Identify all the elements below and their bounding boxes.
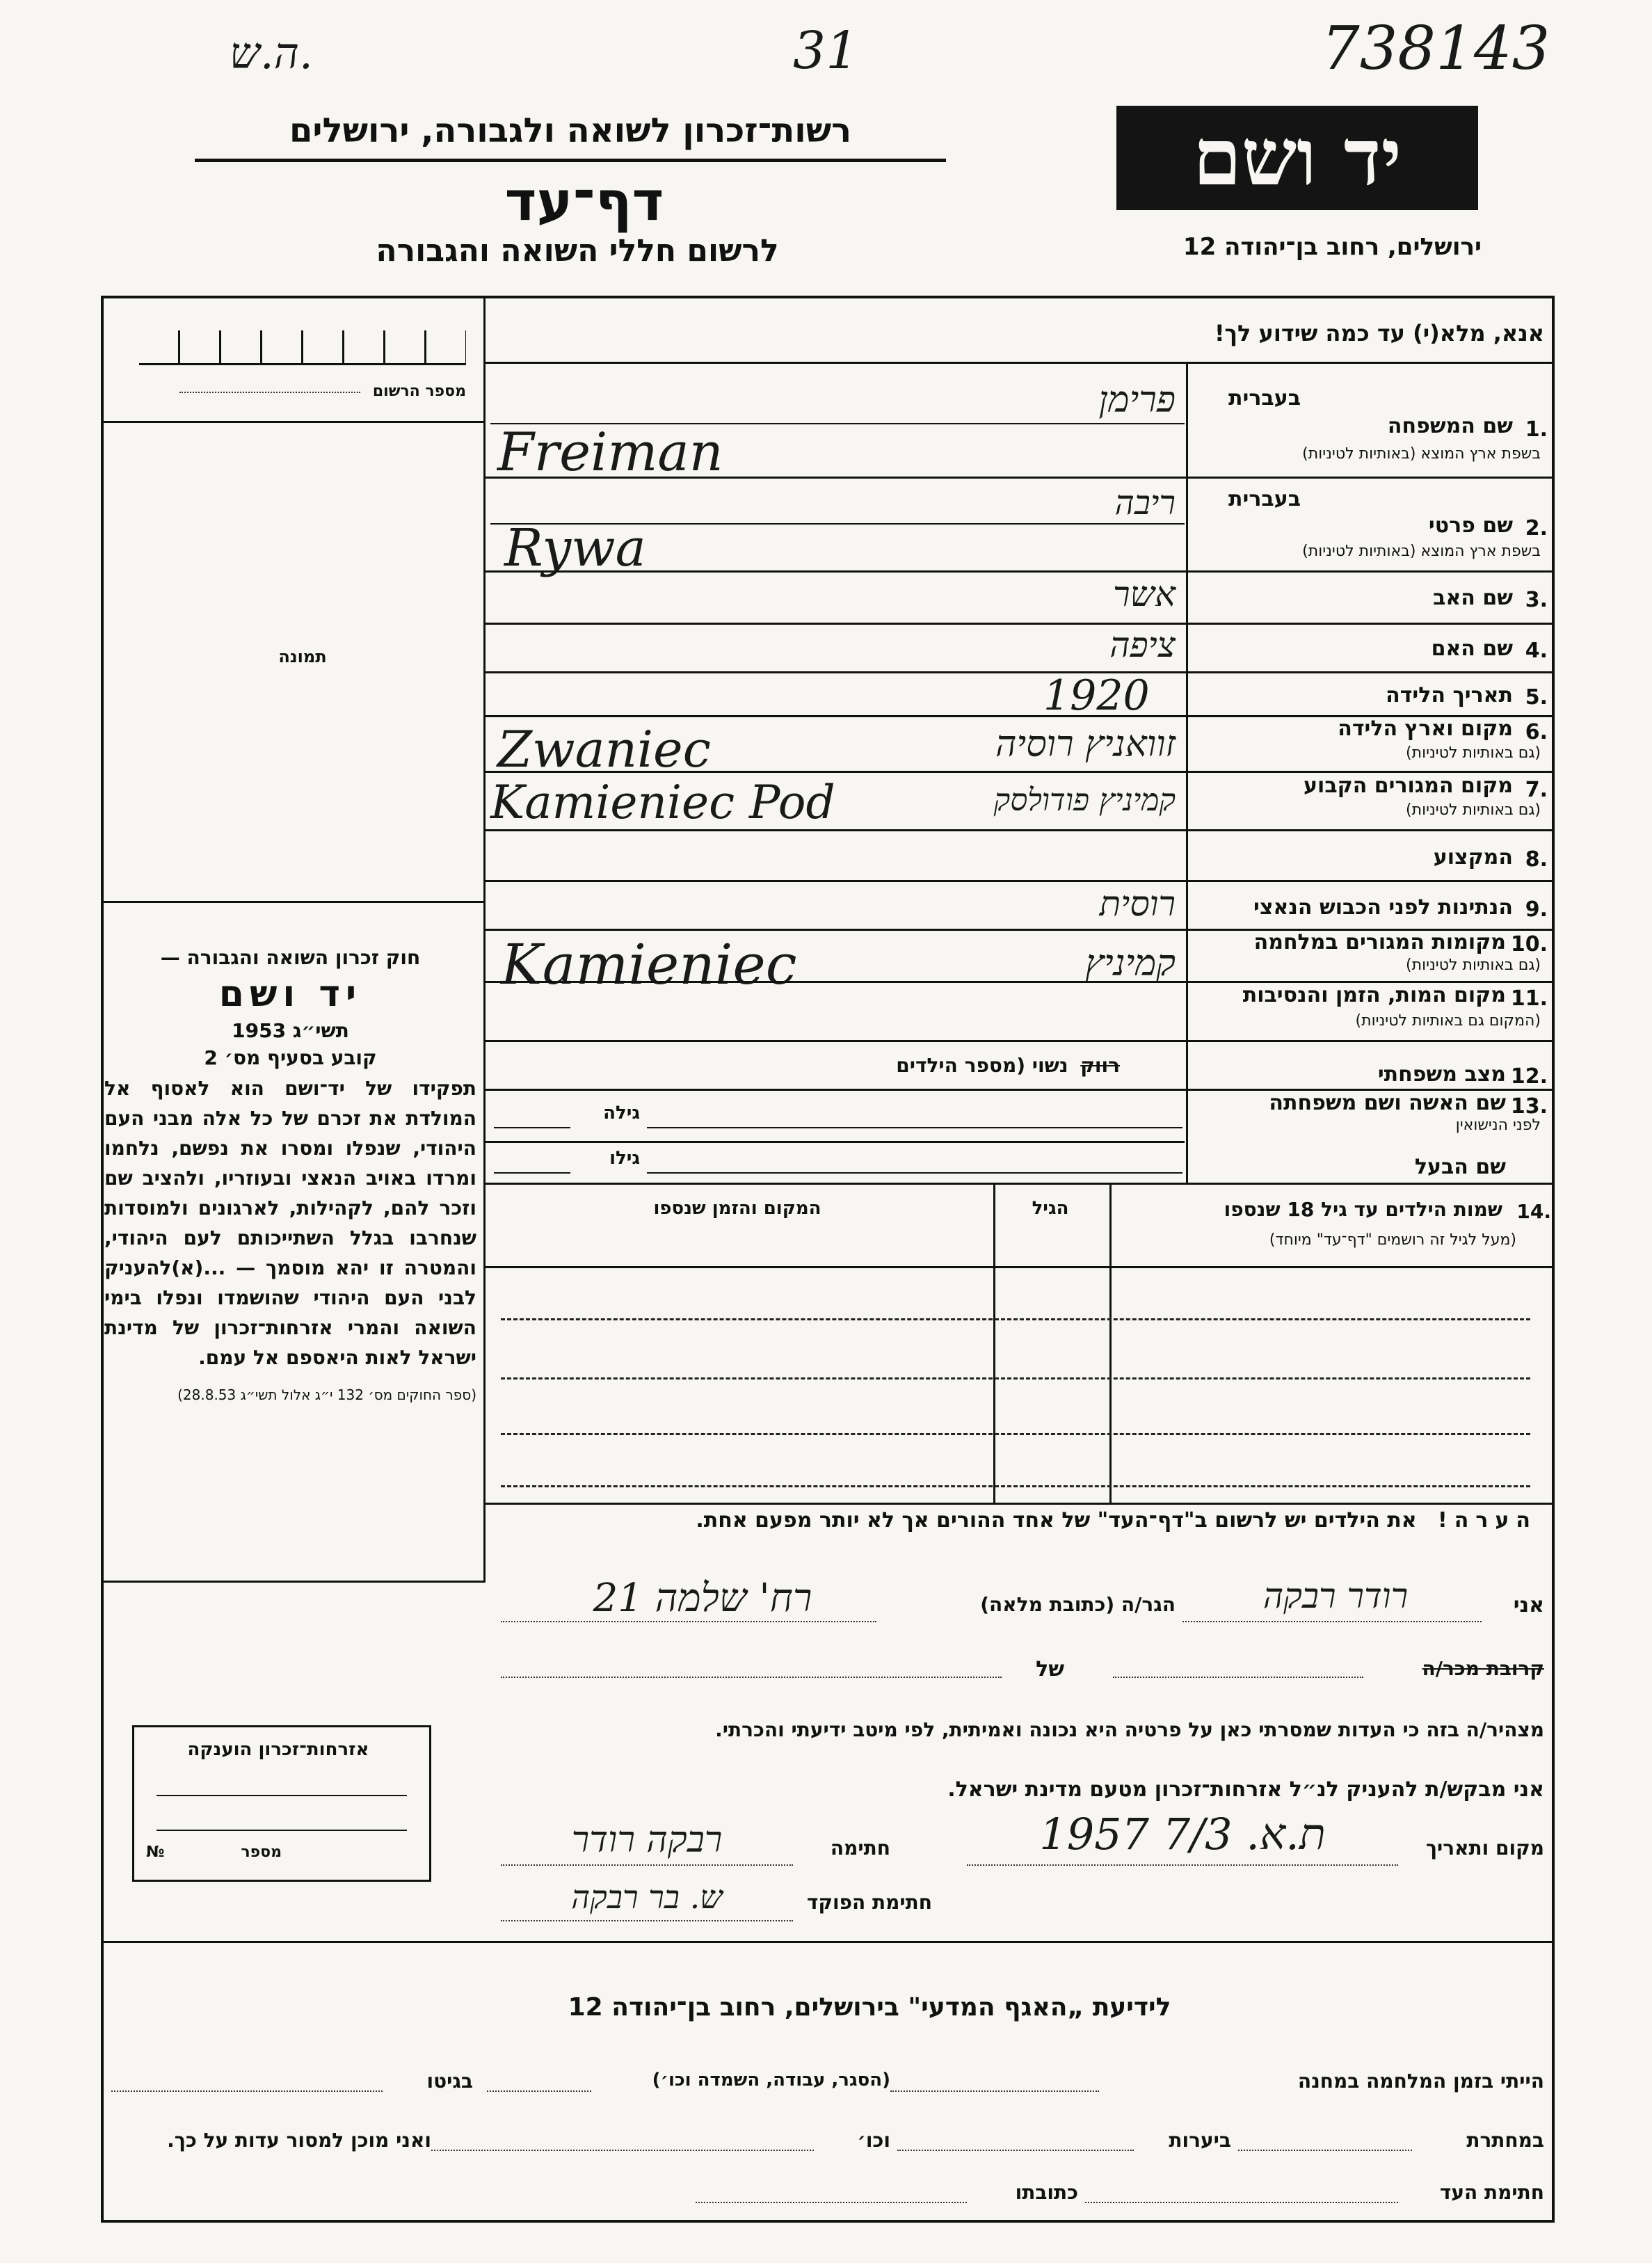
note xyxy=(494,1508,1537,1533)
field-8-bottom xyxy=(486,880,1555,882)
field-9-value[interactable]: רוסית xyxy=(1099,883,1176,924)
decl-statement: מצהיר/ה בזה כי העדות שמסרתי כאן על פרטיה היא נכונה ואמיתית, לפי מיטב ידיעתי והכרתי. xyxy=(715,1718,1544,1741)
field-9-label: הנתינות לפני הכבוש הנאצי xyxy=(1253,895,1513,920)
decl-place-date-label: מקום ותאריך xyxy=(1425,1837,1544,1860)
note-label: הערה! xyxy=(1438,1508,1537,1533)
children-col-age: הגיל xyxy=(1032,1198,1069,1219)
field-husband-age-line xyxy=(494,1172,570,1174)
field-13-line xyxy=(647,1127,1182,1128)
field-1-latin-value[interactable]: Freiman xyxy=(497,421,723,483)
sidebar-right-border xyxy=(483,296,486,1583)
children-row-line-2 xyxy=(501,1377,1530,1380)
footer-line1-c: בגיטו xyxy=(426,2070,473,2093)
field-12-married[interactable]: נשוי (מספר הילדים xyxy=(896,1054,1068,1077)
field-8-num: 8. xyxy=(1525,847,1548,872)
field-10-latin-value[interactable]: Kamieniec xyxy=(501,932,797,997)
footer-line1-a: הייתי בזמן המלחמה במחנה xyxy=(1297,2070,1544,2093)
decl-relation-label xyxy=(1363,1657,1544,1680)
field-2-bottom xyxy=(486,570,1555,573)
children-divider-1 xyxy=(1109,1183,1112,1503)
footer-line3-dots-2 xyxy=(696,2202,967,2203)
field-10-sub: (גם באותיות לטיניות) xyxy=(1406,957,1541,974)
field-7-bottom xyxy=(486,829,1555,831)
decl-signature-line xyxy=(501,1864,793,1866)
law-text-block xyxy=(104,946,476,1407)
law-source: (ספר החוקים מס׳ 132 י״ג אלול תשי״ג 28.8.53) xyxy=(177,1386,476,1403)
field-husband-bottom xyxy=(486,1183,1555,1185)
field-3-label: שם האב xyxy=(1433,586,1513,610)
form-subtitle: לרשום חללי השואה והגבורה xyxy=(376,233,779,269)
footer-line1-dots-1 xyxy=(890,2090,1099,2092)
decl-address-value[interactable]: רח' שלמה 21 xyxy=(593,1576,812,1621)
footer-line3-a: חתימת העד xyxy=(1439,2181,1544,2204)
footer-line2-dots-2 xyxy=(897,2150,1134,2151)
field-13-bottom xyxy=(486,1141,1185,1143)
field-11-sub: (המקום גם באותיות לטיניות) xyxy=(1355,1012,1541,1030)
decl-i-line xyxy=(1182,1621,1482,1622)
field-11-num: 11. xyxy=(1510,986,1548,1011)
org-line: רשות־זכרון לשואה ולגבורה, ירושלים xyxy=(289,111,852,150)
field-10-num: 10. xyxy=(1510,932,1548,957)
children-divider-2 xyxy=(993,1183,995,1503)
field-12-value xyxy=(730,1054,1120,1077)
citizenship-number-mark: № xyxy=(146,1844,165,1861)
field-13-sub: לפני הנישואין xyxy=(1455,1117,1541,1134)
footer-line3-b: כתובתו xyxy=(1015,2181,1078,2204)
field-1-sub: בשפת ארץ המוצא (באותיות לטיניות) xyxy=(1302,445,1541,463)
serial-label-text: מספר הרשום xyxy=(372,383,466,400)
decl-signature-label: חתימה xyxy=(830,1837,890,1860)
decl-address-label: הגר/ה (כתובת מלאה) xyxy=(980,1593,1176,1616)
decl-i-value[interactable]: רודר רבקה xyxy=(1262,1576,1409,1616)
citizenship-line-1 xyxy=(157,1795,407,1796)
footer-line1-b: (הסגר, עבודה, השמדה וכו׳) xyxy=(652,2070,890,2090)
field-7-value[interactable]: קמיניץ פודולסק xyxy=(993,783,1176,818)
serial-line xyxy=(179,392,360,393)
children-sub: (מעל לגיל זה רושמים "דף־עד" מיוחד) xyxy=(1269,1231,1516,1249)
field-7-sub: (גם באותיות לטיניות) xyxy=(1406,801,1541,819)
field-13-age-line xyxy=(494,1127,570,1128)
field-2-sub: בשפת ארץ המוצא (באותיות לטיניות) xyxy=(1302,543,1541,560)
footer-notice: לידיעת „האגף המדעי" בירושלים, רחוב בן־יהודה 12 xyxy=(568,1993,1171,2022)
sidebar-bottom-border xyxy=(101,1581,486,1583)
field-6-num: 6. xyxy=(1525,720,1548,744)
footer-line1-dots-3 xyxy=(111,2090,383,2092)
serial-label xyxy=(139,383,466,400)
org-underline xyxy=(195,159,946,162)
note-text: את הילדים יש לרשום ב"דף־העד" של אחד ההורים אך לא יותר מפעם אחת. xyxy=(696,1508,1417,1533)
citizenship-line-2 xyxy=(157,1830,407,1831)
decl-officer-value[interactable]: ש. בר רבקה xyxy=(571,1878,723,1916)
decl-officer-line xyxy=(501,1920,793,1921)
law-body: תפקידו של יד־ושם הוא לאסוף אל המולדת את זכרם של כל אלה מבני העם היהודי, שנפלו ומסרו את נפשם, נלחמו ומרדו באויב הנאצי ובעוזריו, ולהציב שם וזכר להם, לקהילות, לארגונים ולמוסדות שנחרבו בגלל השתייכותם לעם היהודי, והמטרה זו יהא מוסמך — ...(א)להעניק לבני העם היהודי שהושמדו ונפלו בימי השואה והמרי אזרחות־זכרון של מדינת ישראל לאות היאספם אל עמם. xyxy=(104,1077,476,1369)
field-13-label: שם האשה ושם משפחתה xyxy=(1269,1091,1506,1115)
serial-number-boxes xyxy=(139,330,466,365)
field-2-latin-value[interactable]: Rywa xyxy=(504,518,646,578)
children-num: 14. xyxy=(1516,1200,1551,1223)
field-5-value[interactable]: 1920 xyxy=(1043,671,1150,720)
footer-line2-dots-3 xyxy=(431,2150,814,2151)
footer-line1-dots-2 xyxy=(487,2090,591,2092)
field-11-bottom xyxy=(486,1040,1555,1042)
decl-place-date-line xyxy=(967,1864,1398,1866)
field-4-num: 4. xyxy=(1525,639,1548,663)
decl-request: אני מבקש/ת להעניק לנ״ל אזרחות־זכרון מטעם מדינת ישראל. xyxy=(947,1777,1544,1802)
children-label: שמות הילדים עד גיל 18 שנספו xyxy=(1224,1198,1502,1221)
citizenship-box-number: מספר xyxy=(241,1844,282,1861)
field-10-value[interactable]: קמיניץ xyxy=(1085,943,1176,984)
annotation-page-number: 31 xyxy=(793,21,859,81)
field-5-label: תאריך הלידה xyxy=(1386,683,1513,707)
footer-line3-dots-1 xyxy=(1085,2202,1398,2203)
field-7-num: 7. xyxy=(1525,778,1548,802)
sidebar-photo-top xyxy=(101,421,486,423)
field-7-label: מקום המגורים הקבוע xyxy=(1304,774,1513,798)
field-6-label: מקום וארץ הלידה xyxy=(1338,717,1513,741)
children-row-line-1 xyxy=(501,1318,1530,1320)
footer-line2-dots-1 xyxy=(1238,2150,1412,2151)
field-3-value[interactable]: אשר xyxy=(1113,574,1176,614)
children-bottom xyxy=(486,1503,1555,1505)
field-6-latin-value[interactable]: Zwaniec xyxy=(497,720,711,778)
field-1-hebrew-value[interactable]: פרימן xyxy=(1098,379,1176,421)
field-4-bottom xyxy=(486,671,1555,673)
field-5-num: 5. xyxy=(1525,685,1548,710)
decl-place-date-value[interactable]: ת.א. 7/3 1957 xyxy=(1039,1809,1326,1860)
annotation-top-left: ה.ש. xyxy=(230,28,313,79)
field-1-label: שם המשפחה xyxy=(1387,414,1513,438)
footer-line2-c: וכו׳ xyxy=(857,2129,890,2152)
law-year: תשי״ג 1953 xyxy=(232,1019,349,1042)
decl-officer-label: חתימת הפוקד xyxy=(806,1891,932,1914)
field-13-age-label: גילה xyxy=(603,1103,640,1123)
photo-label: תמונה xyxy=(278,647,327,666)
yad-vashem-logo: יד ושם xyxy=(1116,106,1478,210)
children-row-line-3 xyxy=(501,1433,1530,1435)
field-4-value[interactable]: ציפה xyxy=(1109,625,1176,665)
field-1-num: 1. xyxy=(1525,417,1548,442)
field-husband-label: שם הבעל xyxy=(1414,1155,1506,1179)
law-name: יד ושם xyxy=(218,973,362,1015)
field-12-struck: רווק xyxy=(1080,1054,1120,1077)
field-6-sub: (גם באותיות לטיניות) xyxy=(1406,744,1541,762)
footer-line2-a: במחתרת xyxy=(1466,2129,1544,2152)
decl-signature-value[interactable]: רבקה רודר xyxy=(571,1819,723,1861)
field-2-label: שם פרטי xyxy=(1428,513,1513,538)
decl-of-line xyxy=(501,1677,1002,1678)
field-11-label: מקום המות, הזמן והנסיבות xyxy=(1242,983,1506,1007)
field-1-bottom xyxy=(486,477,1555,479)
field-10-label: מקומות המגורים במלחמה xyxy=(1253,930,1506,954)
law-clause: קובע בסעיף מס׳ 2 xyxy=(204,1046,377,1069)
decl-address-line xyxy=(501,1621,876,1622)
field-2-hebrew-value[interactable]: ריבה xyxy=(1114,483,1176,522)
field-3-num: 3. xyxy=(1525,588,1548,612)
field-7-latin-value[interactable]: Kamieniec Pod xyxy=(490,776,835,829)
field-8-label: המקצוע xyxy=(1433,845,1513,870)
decl-relation-text: קרובת מכר/ה xyxy=(1422,1657,1544,1680)
footer-line2-d: ואני מוכן למסור עדות על כך. xyxy=(167,2129,431,2152)
field-12-label: מצב משפחתי xyxy=(1377,1062,1506,1087)
decl-relation-line xyxy=(1113,1677,1363,1678)
form-title: דף־עד xyxy=(504,170,664,233)
footer-line2-b: ביערות xyxy=(1169,2129,1231,2152)
field-1-hebrew-tag: בעברית xyxy=(1228,386,1301,410)
sidebar-photo-bottom xyxy=(101,901,486,903)
field-9-num: 9. xyxy=(1525,897,1548,922)
annotation-record-number: 738143 xyxy=(1322,14,1550,83)
field-2-num: 2. xyxy=(1525,516,1548,541)
field-2-hebrew-tag: בעברית xyxy=(1228,487,1301,511)
field-4-label: שם האם xyxy=(1431,637,1513,661)
children-row-line-4 xyxy=(501,1485,1530,1487)
field-6-value[interactable]: זוואניץ רוסיה xyxy=(995,723,1176,765)
instruction: אנא, מלא(י) עד כמה שידוע לך! xyxy=(1214,320,1544,346)
decl-i-label: אני xyxy=(1513,1593,1544,1617)
field-13-num: 13. xyxy=(1510,1094,1548,1119)
decl-of-label: של xyxy=(1036,1657,1064,1681)
header-address: ירושלים, רחוב בן־יהודה 12 xyxy=(1182,233,1482,261)
fields-top-border xyxy=(486,362,1555,364)
children-col-place: המקום והזמן שנספו xyxy=(653,1198,821,1219)
citizenship-box-title: אזרחות־זכרון הוענקה xyxy=(187,1739,369,1760)
footer-top-border xyxy=(101,1941,1555,1943)
field-12-num: 12. xyxy=(1510,1064,1548,1089)
field-6-bottom xyxy=(486,771,1555,773)
field-husband-line xyxy=(647,1172,1182,1174)
field-husband-age-label: גילו xyxy=(609,1148,640,1169)
children-header-bottom xyxy=(486,1266,1555,1268)
law-title: חוק זכרון השואה והגבורה — xyxy=(160,946,421,969)
